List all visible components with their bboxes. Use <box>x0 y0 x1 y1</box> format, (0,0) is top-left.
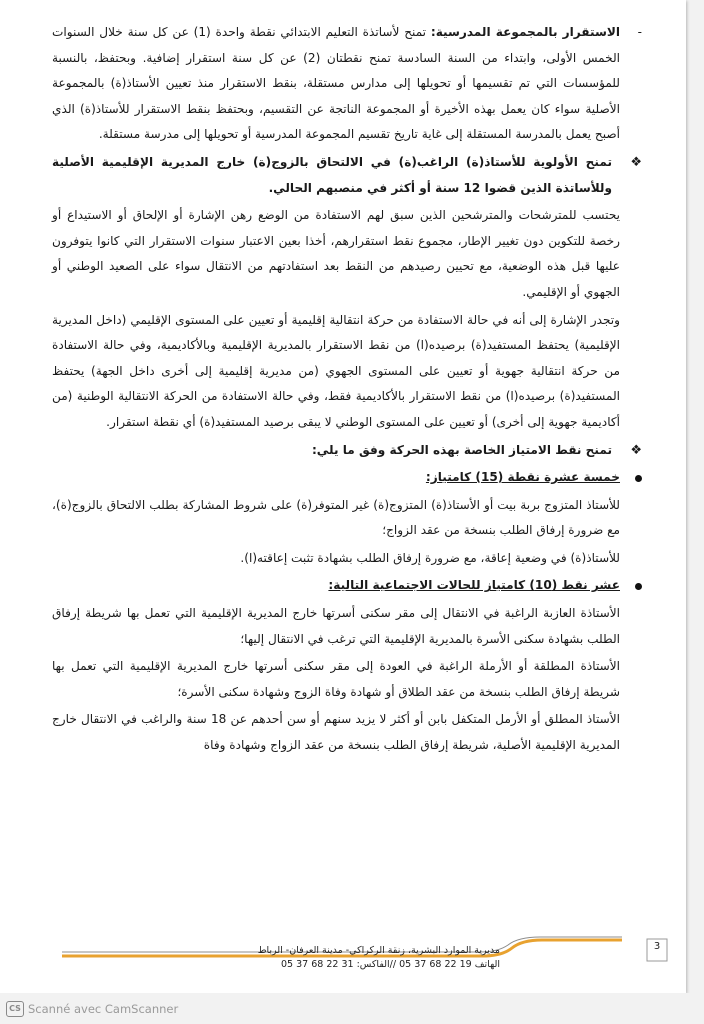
paragraph-bullet <box>52 573 620 599</box>
paragraph-diamond <box>52 438 642 464</box>
paragraph-text: وتجدر الإشارة إلى أنه في حالة الاستفادة من حركة انتقالية إقليمية أو تعيين على المستوى الإقليمي (داخل المديرية الإقليمية) يحتفظ المستفيد(ة) برصيده(ا) من نقط الاستقرار بالمديرية الإقليمية وبالأكاديمية، وفي حالة الاستفادة من حركة انتقالية جهوية أو تعيين على المستوى الجهوي (من مديرية إقليمية إلى أخرى داخل الجهة) يحتفظ المستفيد(ة) برصيده(ا) من نقط الاستقرار بالأكاديمية فقط، وفي حالة الاستفادة من الحركة الانتقالية الوطنية (من أكاديمية جهوية إلى أخرى) أو تعيين على المستوى الوطني لا يبقى برصيد المستفيد(ة) أي نقطة استقرار. <box>52 312 620 429</box>
paragraph-text: للأستاذ المتزوج بربة بيت أو الأستاذ(ة) المتزوج(ة) غير المتوفر(ة) على شروط المشاركة بطلب الالتحاق بالزوج(ة)، مع ضرورة إرفاق الطلب بنسخة من عقد الزواج؛ <box>52 497 620 538</box>
paragraph-plain <box>52 308 620 436</box>
paragraph-plain <box>52 707 620 758</box>
list-heading: عشر نقط (10) كامتياز للحالات الاجتماعية التالية: <box>328 578 620 593</box>
page-number: 3 <box>653 941 661 952</box>
footer-phone: الهاتف 19 22 68 37 05 //الفاكس: 31 22 68 37 05 <box>280 959 500 970</box>
paragraph-plain <box>52 493 620 544</box>
paragraph-plain <box>52 546 620 572</box>
list-heading: خمسة عشرة نقطة (15) كامتياز: <box>425 470 620 485</box>
dash-marker: - <box>637 25 642 39</box>
paragraph-plain <box>52 601 620 652</box>
paragraph-plain <box>52 203 620 305</box>
paragraph-diamond <box>52 150 642 201</box>
document-body <box>52 20 642 761</box>
paragraph-text: يحتسب للمترشحات والمترشحين الذين سبق لهم الاستفادة من الوضع رهن الإشارة أو الإلحاق أو الاستيداع أو رخصة للتكوين دون تغيير الإطار، مجموع نقط استقرارهم، أخذا بعين الاعتبار سنوات الاستقرار التي كانوا يتوفرون عليها قبل هذه الوضعية، مع تحيين رصيدهم من النقط بعد استفادتهم من الانتقال سواء على الصعيد الوطني أو الجهوي أو الإقليمي. <box>52 208 620 299</box>
camscanner-watermark-text: Scanné avec CamScanner <box>28 1002 179 1016</box>
footer-address: مديرية الموارد البشرية، زنقة الركراكي- مدينة العرفان- الرباط <box>257 945 500 956</box>
footer-contact <box>150 944 500 972</box>
camscanner-logo-icon: CS <box>6 1001 24 1017</box>
paragraph-heading: تمنح الأولوية للأستاذ(ة) الراغب(ة) في الالتحاق بالزوج(ة) خارج المديرية الإقليمية الأصلية وللأساتذة الذين قضوا 12 سنة أو أكثر في منصبهم الحالي. <box>52 154 612 195</box>
paragraph-lead: الاستقرار بالمجموعة المدرسية: <box>430 25 620 39</box>
paragraph-heading: تمنح نقط الامتياز الخاصة بهذه الحركة وفق ما يلي: <box>311 442 612 457</box>
paragraph-text: الأستاذ المطلق أو الأرمل المتكفل بابن أو أكثر لا يزيد سنهم أو سن أحدهم عن 18 سنة والراغب في الانتقال خارج المديرية الإقليمية الأصلية، شريطة إرفاق الطلب بنسخة من عقد الزواج وشهادة وفاة <box>52 712 620 753</box>
paragraph-plain <box>52 654 620 705</box>
paragraph-text: للأستاذ(ة) في وضعية إعاقة، مع ضرورة إرفاق الطلب بشهادة تثبت إعاقته(ا). <box>240 550 620 565</box>
diamond-bullet-icon: ❖ <box>630 154 642 170</box>
paragraph-text: الأستاذة المطلقة أو الأرملة الراغبة في العودة إلى مقر سكنى أسرتها خارج المديرية الإقليمية التي تعمل بها شريطة إرفاق الطلب بنسخة من عقد الطلاق أو شهادة وفاة الزوج وشهادة سكنى الأسرة؛ <box>52 659 620 699</box>
paragraph-text: تمنح لأساتذة التعليم الابتدائي نقطة واحدة (1) عن كل سنة خلال السنوات الخمس الأولى، وابتداء من السنة السادسة تمنح نقطتان (2) عن كل سنة استقرار إضافية. وبحتفظ، بالنسبة للمؤسسات التي تم تقسيمها أو تحويلها إلى مدارس مستقلة، بنقط الاستقرار منذ تعيين الأستاذ(ة) بالمجموعة الأصلية سواء كان يعمل بهذه الأخيرة أو المجموعة الناتجة عن التقسيم، وبحتفظ بنقط الاستقرار للأستاذ(ة) الذي أصبح يعمل بالمدرسة المستقلة إلى غاية تاريخ تقسيم المجموعة المدرسية أو تحويلها إلى مدرسة مستقلة. <box>52 25 620 142</box>
diamond-bullet-icon: ❖ <box>630 442 642 458</box>
paragraph-text: الأستاذة العازبة الراغبة في الانتقال إلى مقر سكنى أسرتها خارج المديرية الإقليمية التي تعمل بها شريطة إرفاق الطلب بشهادة سكنى الأسرة بالمديرية الإقليمية التي ترغب في الانتقال إليها؛ <box>52 606 620 646</box>
round-bullet-icon <box>635 583 642 590</box>
paragraph-dash <box>52 20 642 148</box>
paragraph-bullet <box>52 465 620 491</box>
round-bullet-icon <box>635 475 642 482</box>
